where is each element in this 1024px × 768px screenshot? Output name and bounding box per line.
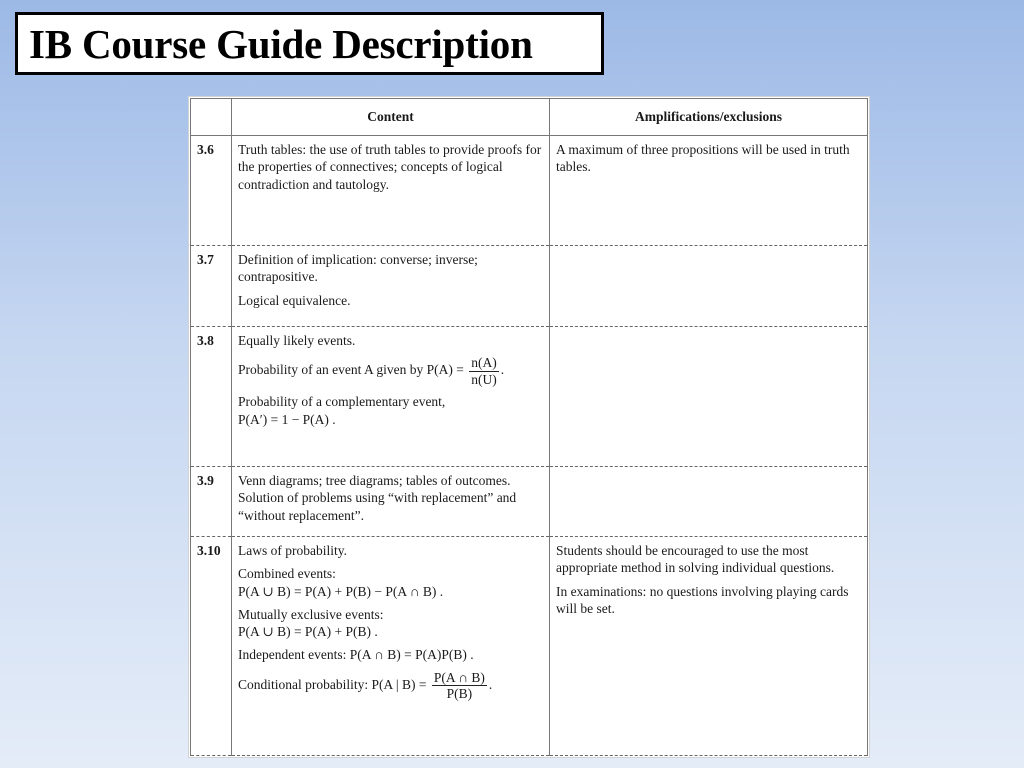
table-header-row — [191, 99, 868, 136]
table-row — [191, 467, 868, 537]
content-text: Venn diagrams; tree diagrams; tables of outcomes. Solution of problems using “with replacement” and “without replacement”. — [238, 473, 517, 523]
row-amplifications — [550, 327, 868, 467]
row-number: 3.10 — [191, 537, 232, 756]
row-amplifications — [550, 537, 868, 756]
content-text: Laws of probability. — [238, 543, 347, 558]
fraction-denominator: P(B) — [446, 686, 473, 702]
syllabus-image — [188, 96, 870, 758]
syllabus-table — [190, 98, 868, 756]
row-number: 3.9 — [191, 467, 232, 537]
amplification-text: In examinations: no questions involving playing cards will be set. — [556, 583, 849, 616]
row-content — [232, 467, 550, 537]
conditional-block — [238, 670, 543, 702]
row-content — [232, 327, 550, 467]
probability-fraction — [469, 355, 499, 387]
row-amplifications — [550, 467, 868, 537]
row-number: 3.6 — [191, 136, 232, 246]
content-text: Logical equivalence. — [238, 292, 351, 308]
exclusive-label: Mutually exclusive events: — [238, 606, 384, 622]
slide-title: IB Course Guide Description — [29, 20, 533, 67]
slide-title-box — [15, 12, 604, 75]
probability-lhs: P(A) = — [426, 362, 464, 378]
row-number: 3.8 — [191, 327, 232, 467]
independent-label: Independent events: — [238, 647, 347, 663]
amplification-text: A maximum of three propositions will be used in truth tables. — [556, 142, 850, 175]
header-number — [191, 99, 232, 136]
combined-formula: P(A ∪ B) = P(A) + P(B) − P(A ∩ B) . — [238, 583, 444, 599]
content-text: Definition of implication: converse; inverse; contrapositive. — [238, 252, 478, 285]
row-content — [232, 537, 550, 756]
conditional-fraction — [432, 670, 487, 702]
fraction-numerator: P(A ∩ B) — [433, 669, 485, 685]
amplification-text: Students should be encouraged to use the most appropriate method in solving individual questions. — [556, 543, 835, 576]
row-number: 3.7 — [191, 246, 232, 327]
probability-end: . — [500, 362, 505, 378]
probability-label: Probability of an event A given by — [238, 362, 424, 378]
independent-block — [238, 646, 543, 663]
header-content: Content — [232, 99, 550, 136]
row-amplifications — [550, 136, 868, 246]
probability-definition — [238, 355, 543, 387]
conditional-lhs: P(A | B) = — [371, 676, 427, 692]
table-row — [191, 327, 868, 467]
table-row — [191, 246, 868, 327]
header-amplifications: Amplifications/exclusions — [550, 99, 868, 136]
content-text: Equally likely events. — [238, 333, 356, 348]
complement-label: Probability of a complementary event, — [238, 394, 446, 410]
row-content — [232, 246, 550, 327]
row-content — [232, 136, 550, 246]
table-row — [191, 537, 868, 756]
combined-label: Combined events: — [238, 566, 336, 582]
independent-formula: P(A ∩ B) = P(A)P(B) . — [349, 647, 474, 663]
exclusive-block — [238, 606, 543, 641]
conditional-label: Conditional probability: — [238, 676, 369, 692]
combined-block — [238, 565, 543, 600]
exclusive-formula: P(A ∪ B) = P(A) + P(B) . — [238, 624, 378, 640]
table-row — [191, 136, 868, 246]
row-amplifications — [550, 246, 868, 327]
fraction-numerator: n(A) — [471, 355, 497, 371]
content-text: Truth tables: the use of truth tables to provide proofs for the properties of connectives; concepts of logical contradiction and tautology. — [238, 142, 542, 192]
conditional-end: . — [488, 676, 493, 692]
fraction-denominator: n(U) — [471, 371, 497, 387]
complement-block — [238, 393, 543, 428]
complement-formula: P(A′) = 1 − P(A) . — [238, 411, 336, 427]
